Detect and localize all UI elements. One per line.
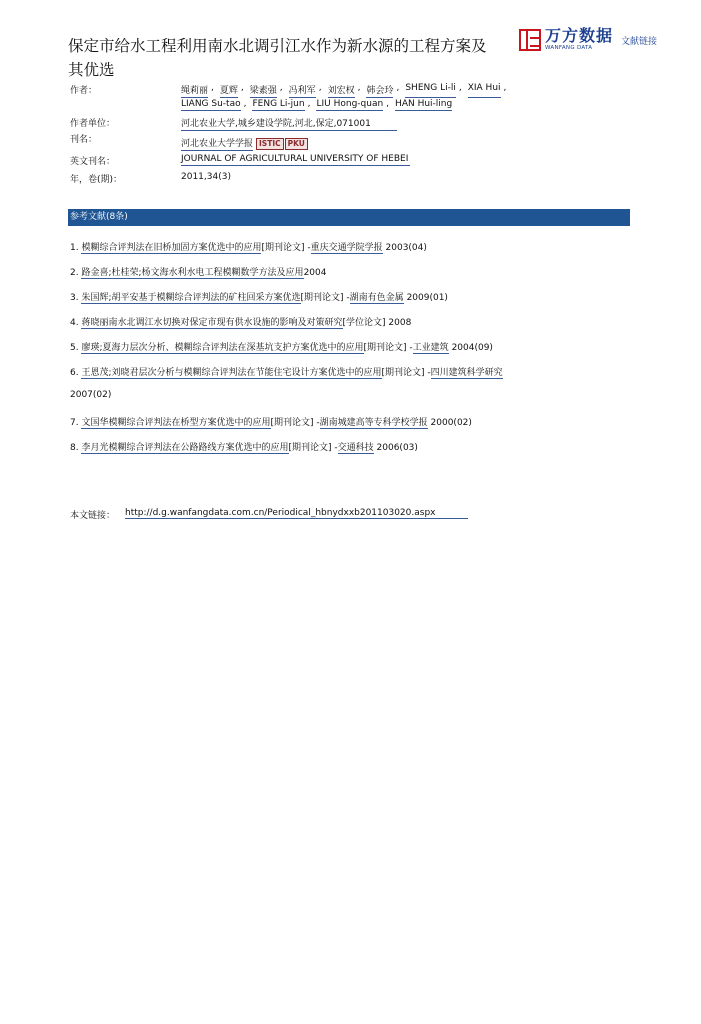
authors-line-2: LIANG Su-tao , FENG Li-jun , LIU Hong-quan , HAN Hui-ling — [181, 99, 453, 109]
year-label: 年，卷(期)： — [70, 175, 123, 185]
year-value: 2011,34(3) — [181, 172, 231, 182]
reference-item: 8. 李月光模糊综合评判法在公路路线方案优选中的应用[期刊论文] -交通科技 2006(03) — [70, 443, 418, 453]
reference-item: 7. 文国华模糊综合评判法在桥型方案优选中的应用[期刊论文] -湖南城建高等专科学校学报 2000(02) — [70, 418, 472, 428]
article-link[interactable]: http://d.g.wanfangdata.com.cn/Periodical_hbnydxxb201103020.aspx — [125, 508, 468, 519]
ref-author-link[interactable]: 廖瑛;夏海力 — [81, 343, 130, 353]
journal-label: 刊名： — [70, 135, 98, 145]
journal-link[interactable]: 河北农业大学学报 — [181, 139, 254, 149]
istic-badge: ISTIC — [256, 138, 284, 150]
reference-item: 3. 朱国辉;胡平安基于模糊综合评判法的矿柱回采方案优选[期刊论文] -湖南有色金属 2009(01) — [70, 293, 448, 303]
reference-item: 4. 蒋晓丽南水北调江水切换对保定市现有供水设施的影响及对策研究[学位论文] 2008 — [70, 318, 412, 328]
references-header: 参考文献(8条) — [68, 209, 630, 226]
affiliation-label: 作者单位： — [70, 119, 116, 129]
ref-title-link[interactable]: 层次分析与模糊综合评判法在节能住宅设计方案优选中的应用 — [138, 368, 382, 378]
ref-author-link[interactable]: 王恩茂;刘晓君 — [81, 368, 139, 378]
logo-en: WANFANG DATA — [545, 45, 593, 52]
author-link[interactable]: 刘宏权 — [328, 83, 355, 98]
reference-item: 6. 王恩茂;刘晓君层次分析与模糊综合评判法在节能住宅设计方案优选中的应用[期刊论文] -四川建筑科学研究 — [70, 368, 503, 378]
author-link[interactable]: 梁素强 — [250, 83, 277, 98]
ref-author-link[interactable]: 李月光 — [81, 443, 109, 453]
author-link[interactable]: 韩会玲 — [366, 83, 393, 98]
author-link[interactable]: 绳莉丽 — [181, 83, 208, 98]
reference-item: 5. 廖瑛;夏海力层次分析、模糊综合评判法在深基坑支护方案优选中的应用[期刊论文] -工业建筑 2004(09) — [70, 343, 493, 353]
wanfang-logo-icon — [519, 29, 541, 51]
reference-item: 1. 模糊综合评判法在旧桥加固方案优选中的应用[期刊论文] -重庆交通学院学报 2003(04) — [70, 243, 427, 253]
logo-cn: 万方数据 — [545, 26, 614, 46]
ref-title-link[interactable]: 模糊综合评判法在旧桥加固方案优选中的应用 — [81, 243, 262, 253]
wanfang-logo[interactable] — [519, 27, 657, 53]
author-link[interactable]: HAN Hui-ling — [395, 99, 453, 109]
author-link[interactable]: 夏辉 — [220, 83, 238, 98]
author-link[interactable]: XIA Hui — [468, 83, 501, 98]
journal-row — [181, 136, 308, 150]
authors-line-1: 绳莉丽 , 夏辉 , 梁素强 , 冯利军 , 刘宏权 , 韩会玲 , SHENG Li-li , XIA Hui , — [181, 83, 507, 96]
ref-author-link[interactable]: 朱国辉;胡平安 — [81, 293, 139, 303]
ref-author-link[interactable]: 路金喜;杜桂荣;杨文海 — [81, 268, 169, 278]
author-link[interactable]: LIU Hong-quan — [316, 99, 384, 109]
en-journal-link[interactable]: JOURNAL OF AGRICULTURAL UNIVERSITY OF HEBEI — [181, 154, 409, 164]
ref-source-link[interactable]: 重庆交通学院学报 — [310, 243, 383, 253]
en-journal-label: 英文刊名： — [70, 157, 116, 167]
ref-source-link[interactable]: 湖南城建高等专科学校学报 — [319, 418, 428, 428]
ref-source-link[interactable]: 工业建筑 — [412, 343, 449, 353]
reference-item: 2. 路金喜;杜桂荣;杨文海水利水电工程模糊数学方法及应用2004 — [70, 268, 327, 278]
author-link[interactable]: SHENG Li-li — [405, 83, 456, 98]
author-link[interactable]: FENG Li-jun — [252, 99, 305, 109]
author-link[interactable]: 冯利军 — [289, 83, 316, 98]
ref-author-link[interactable]: 文国华 — [81, 418, 109, 428]
authors-label: 作者： — [70, 86, 98, 96]
article-link-label: 本文链接： — [70, 511, 116, 521]
reference-item-continued: 2007(02) — [70, 390, 112, 400]
ref-title-link[interactable]: 水利水电工程模糊数学方法及应用 — [168, 268, 304, 278]
affiliation-link[interactable]: 河北农业大学,城乡建设学院,河北,保定,071001 — [181, 116, 397, 131]
ref-title-link[interactable]: 模糊综合评判法在公路路线方案优选中的应用 — [108, 443, 289, 453]
pku-badge: PKU — [285, 138, 308, 150]
ref-title-link[interactable]: 南水北调江水切换对保定市现有供水设施的影响及对策研究 — [108, 318, 343, 328]
document-link-label[interactable]: 文献链接 — [621, 36, 658, 47]
ref-source-link[interactable]: 湖南有色金属 — [349, 293, 404, 303]
ref-title-link[interactable]: 层次分析、模糊综合评判法在深基坑支护方案优选中的应用 — [129, 343, 364, 353]
ref-author-link[interactable]: 蒋晓丽 — [81, 318, 109, 328]
page-title: 保定市给水工程利用南水北调引江水作为新水源的工程方案及其优选 — [68, 37, 487, 79]
ref-title-link[interactable]: 基于模糊综合评判法的矿柱回采方案优选 — [138, 293, 301, 303]
ref-source-link[interactable]: 交通科技 — [337, 443, 374, 453]
ref-title-link[interactable]: 模糊综合评判法在桥型方案优选中的应用 — [108, 418, 271, 428]
author-link[interactable]: LIANG Su-tao — [181, 99, 241, 109]
ref-source-link[interactable]: 四川建筑科学研究 — [430, 368, 503, 378]
